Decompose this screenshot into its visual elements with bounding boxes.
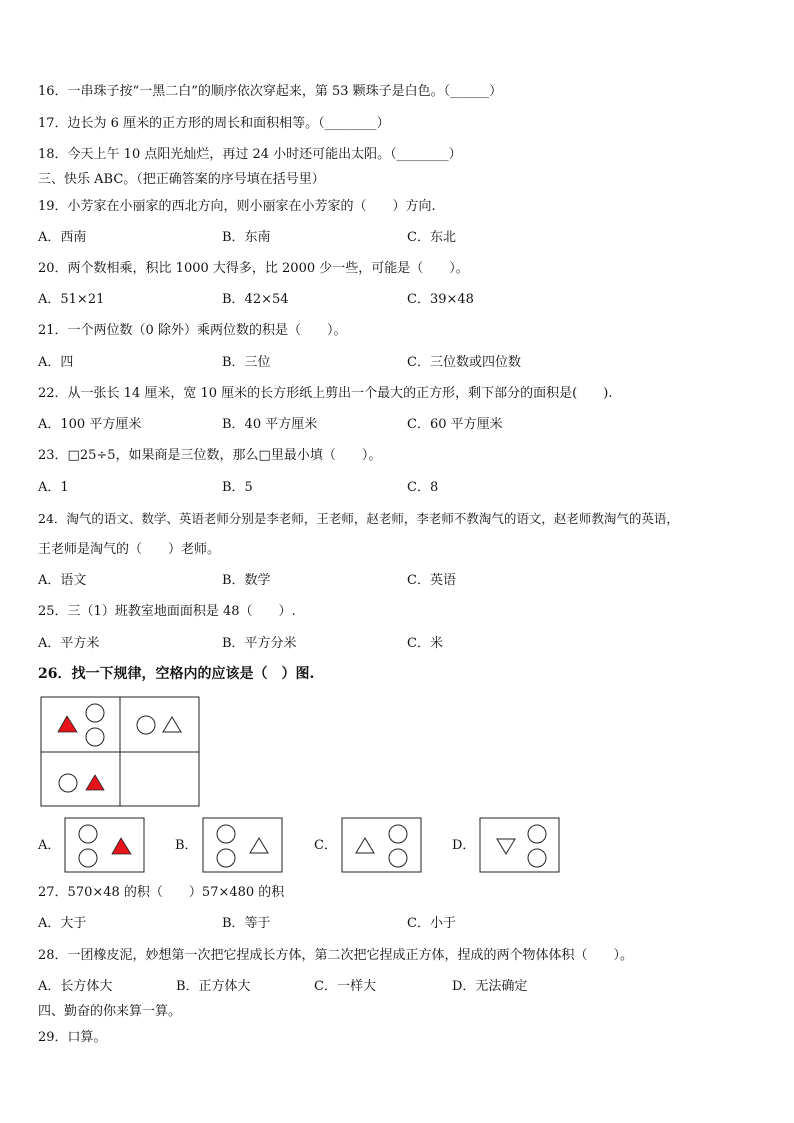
- triangle-icon: [163, 717, 181, 732]
- circle-icon: [217, 825, 235, 843]
- question-23-stem: 23．□25÷5，如果商是三位数，那么□里最小填（ ）。: [38, 448, 382, 463]
- option-b-box: [203, 818, 282, 872]
- q26-option-d: D．: [452, 838, 476, 853]
- triangle-icon: [356, 838, 374, 853]
- q26-option-b: B．: [175, 838, 198, 853]
- q23-option-c: C．8: [407, 480, 439, 495]
- question-19-stem: 19．小芳家在小丽家的西北方向，则小丽家在小芳家的（ ）方向.: [38, 199, 436, 214]
- option-d-box: [480, 818, 559, 872]
- q26-option-a: A．: [38, 838, 61, 853]
- q28-option-b: B．正方体大: [176, 979, 251, 994]
- circle-icon: [528, 849, 546, 867]
- circle-icon: [86, 728, 104, 746]
- q27-option-c: C．小于: [407, 916, 456, 931]
- q25-option-a: A．平方米: [38, 636, 100, 651]
- q25-option-b: B．平方分米: [222, 636, 297, 651]
- option-a-box: [65, 818, 144, 872]
- triangle-icon: [250, 838, 268, 853]
- question-20-stem: 20．两个数相乘，积比 1000 大得多，比 2000 少一些，可能是（ ）。: [38, 261, 469, 276]
- q19-option-a: A．西南: [38, 230, 87, 245]
- circle-icon: [528, 825, 546, 843]
- q20-option-c: C．39×48: [407, 292, 474, 307]
- question-25-stem: 25．三（1）班教室地面面积是 48（ ）.: [38, 604, 296, 619]
- q20-option-a: A．51×21: [38, 292, 105, 307]
- q27-option-b: B．等于: [222, 916, 271, 931]
- q21-option-c: C．三位数或四位数: [407, 355, 521, 370]
- question-26-stem: 26．找一下规律，空格内的应该是（ ）图.: [38, 666, 315, 682]
- q28-option-d: D．无法确定: [452, 979, 528, 994]
- question-18: 18．今天上午 10 点阳光灿烂，再过 24 小时还可能出太阳。（________）: [38, 147, 462, 162]
- q23-option-a: A．1: [38, 480, 69, 495]
- question-28-stem: 28．一团橡皮泥，妙想第一次把它捏成长方体，第二次把它捏成正方体，捏成的两个物体体积（ ）。: [38, 948, 634, 963]
- q26-option-c: C．: [314, 838, 337, 853]
- q23-option-b: B．5: [222, 480, 253, 495]
- q21-option-a: A．四: [38, 355, 74, 370]
- circle-icon: [389, 849, 407, 867]
- q28-option-a: A．长方体大: [38, 979, 113, 994]
- q27-option-a: A．大于: [38, 916, 87, 931]
- question-29: 29．口算。: [38, 1030, 107, 1045]
- circle-icon: [79, 825, 97, 843]
- question-22-stem: 22．从一张长 14 厘米，宽 10 厘米的长方形纸上剪出一个最大的正方形，剩下部分的面积是( ).: [38, 386, 613, 401]
- question-27-stem: 27．570×48 的积（ ）57×480 的积: [38, 885, 285, 900]
- question-24-stem-line1: 24．淘气的语文、数学、英语老师分别是李老师，王老师，赵老师，李老师不教淘气的语文，赵老师教淘气的英语，: [38, 511, 679, 526]
- section-3-heading: 三、快乐 ABC。（把正确答案的序号填在括号里）: [38, 172, 325, 187]
- inverted-triangle-icon: [497, 839, 515, 854]
- option-c-box: [342, 818, 421, 872]
- red-triangle-icon: [112, 838, 131, 854]
- red-triangle-icon: [86, 775, 104, 790]
- q22-option-a: A．100 平方厘米: [38, 417, 142, 432]
- circle-icon: [59, 774, 77, 792]
- red-triangle-icon: [58, 716, 77, 732]
- q28-option-c: C．一样大: [314, 979, 376, 994]
- circle-icon: [217, 849, 235, 867]
- question-16: 16．一串珠子按“一黑二白”的顺序依次穿起来，第 53 颗珠子是白色。（______）: [38, 84, 503, 99]
- q22-option-c: C．60 平方厘米: [407, 417, 503, 432]
- q22-option-b: B．40 平方厘米: [222, 417, 318, 432]
- question-24-stem-line2: 王老师是淘气的（ ）老师。: [38, 542, 221, 557]
- q19-option-b: B．东南: [222, 230, 271, 245]
- q24-option-c: C．英语: [407, 573, 456, 588]
- q24-option-b: B．数学: [222, 573, 271, 588]
- circle-icon: [79, 849, 97, 867]
- q19-option-c: C．东北: [407, 230, 456, 245]
- circle-icon: [137, 716, 155, 734]
- circle-icon: [389, 825, 407, 843]
- q21-option-b: B．三位: [222, 355, 271, 370]
- question-17: 17．边长为 6 厘米的正方形的周长和面积相等。（________）: [38, 116, 390, 131]
- section-4-heading: 四、勤奋的你来算一算。: [38, 1004, 182, 1019]
- q24-option-a: A．语文: [38, 573, 87, 588]
- question-21-stem: 21．一个两位数（0 除外）乘两位数的积是（ ）。: [38, 323, 347, 338]
- q20-option-b: B．42×54: [222, 292, 289, 307]
- circle-icon: [86, 704, 104, 722]
- q25-option-c: C．米: [407, 636, 443, 651]
